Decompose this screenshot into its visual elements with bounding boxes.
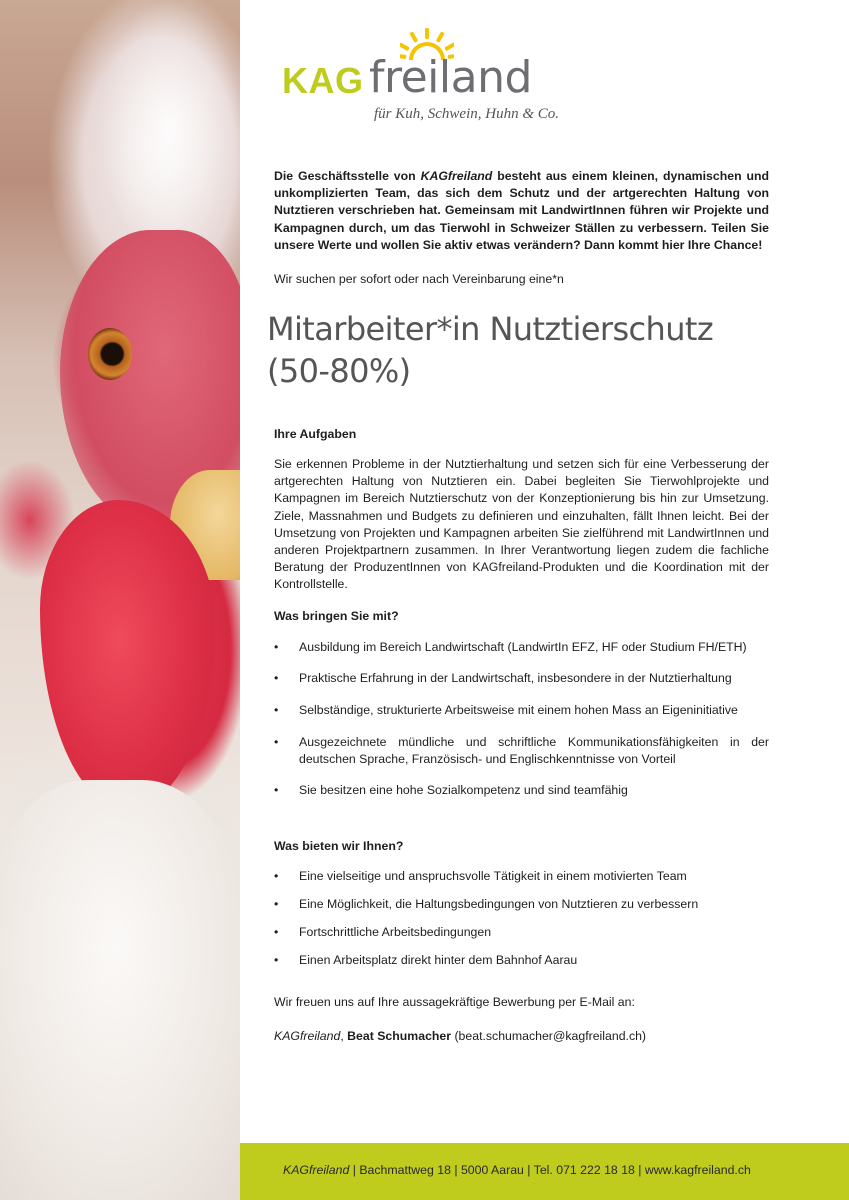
list-item-text: Einen Arbeitsplatz direkt hinter dem Bahnhof Aarau: [299, 953, 578, 967]
list-item-text: Ausgezeichnete mündliche und schriftliche Kommunikationsfähigkeiten in der deutschen Sprache, Französisch- und Englischkenntnisse von Vorteil: [299, 735, 769, 767]
intro-text-start: Die Geschäftsstelle von: [274, 169, 421, 183]
logo-tagline: für Kuh, Schwein, Huhn & Co.: [374, 106, 560, 122]
contact-line: [274, 1028, 769, 1045]
job-title-line2: (50-80%): [267, 352, 411, 390]
bullet: •: [274, 925, 279, 939]
intro-brand: KAGfreiland: [420, 169, 493, 183]
list-item-text: Selbständige, strukturierte Arbeitsweise mit einem hohen Mass an Eigeninitiative: [299, 703, 738, 717]
tasks-paragraph: Sie erkennen Probleme in der Nutztierhaltung und setzen sich für eine Verbesserung der artgerechten Haltung von Nutztieren ein. Dabei begleiten Sie Tierwohlprojekte und Kampagnen im Bereich Nutztierschutz von der Konzeptionierung bis hin zur Umsetzung. Ziele, Massnahmen und Budgets zu definieren und einzuhalten, fällt Ihnen leicht. Bei der Umsetzung von Projekten und Kampagnen arbeiten Sie zielführend mit LandwirtInnen und anderen Projektpartnern zusammen. In Ihrer Verantwortung liegen zudem die fachliche Beratung der ProduzentInnen von KAGfreiland-Produkten und die Koordination mit der Kontrollstelle.: [274, 457, 769, 592]
logo-kag: KAG: [282, 60, 364, 101]
job-title-line1: Mitarbeiter*in Nutztierschutz: [267, 310, 714, 348]
photo-chest: [0, 780, 240, 1200]
offer-heading: Was bieten wir Ihnen?: [274, 839, 404, 853]
bullet: •: [274, 783, 279, 797]
intro-paragraph: [274, 168, 769, 254]
intro-text-end: besteht aus einem kleinen, dynamischen und unkomplizierten Team, das sich dem Schutz und der artgerechten Haltung von Nutztieren verschrieben hat. Gemeinsam mit LandwirtInnen führen wir Projekte und Kampagnen durch, um das Tierwohl in Schweizer Ställen zu verbessern. Teilen Sie unsere Werte und wollen Sie aktiv etwas verändern? Dann kommt hier Ihre Chance!: [274, 169, 769, 252]
photo-wattle: [40, 500, 215, 810]
photo-eye: [88, 328, 132, 380]
logo-freiland: freiland: [369, 52, 532, 103]
bullet: •: [274, 953, 279, 967]
kagfreiland-logo: [282, 30, 582, 130]
bullet: •: [274, 671, 279, 685]
requirements-heading: Was bringen Sie mit?: [274, 609, 399, 623]
list-item-text: Praktische Erfahrung in der Landwirtschaft, insbesondere in der Nutztierhaltung: [299, 671, 732, 685]
list-item-text: Eine vielseitige und anspruchsvolle Tätigkeit in einem motivierten Team: [299, 869, 687, 883]
footer-address[interactable]: | Bachmattweg 18 | 5000 Aarau | Tel. 071 222 18 18 | www.kagfreiland.ch: [349, 1163, 751, 1177]
bullet: •: [274, 897, 279, 911]
contact-brand: KAGfreiland: [274, 1029, 341, 1043]
contact-email[interactable]: (beat.schumacher@kagfreiland.ch): [451, 1029, 647, 1043]
bullet: •: [274, 869, 279, 883]
list-item-text: Fortschrittliche Arbeitsbedingungen: [299, 925, 492, 939]
footer-brand: KAGfreiland: [283, 1163, 350, 1177]
seek-line: Wir suchen per sofort oder nach Vereinbarung eine*n: [274, 272, 564, 286]
list-item-text: Ausbildung im Bereich Landwirtschaft (LandwirtIn EFZ, HF oder Studium FH/ETH): [299, 640, 747, 654]
tasks-heading: Ihre Aufgaben: [274, 427, 357, 441]
contact-name: Beat Schumacher: [347, 1029, 452, 1043]
bullet: •: [274, 640, 279, 654]
chicken-photo: [0, 0, 240, 1200]
list-item-text: Eine Möglichkeit, die Haltungsbedingungen von Nutztieren zu verbessern: [299, 897, 699, 911]
list-item-text: Sie besitzen eine hohe Sozialkompetenz und sind teamfähig: [299, 783, 628, 797]
job-title: [267, 308, 787, 392]
footer-bar: [240, 1143, 849, 1200]
footer-text: [283, 1163, 751, 1177]
bullet: •: [274, 703, 279, 717]
bullet: •: [274, 735, 279, 749]
apply-line: Wir freuen uns auf Ihre aussagekräftige Bewerbung per E-Mail an:: [274, 995, 635, 1009]
contact-separator: ,: [340, 1029, 348, 1043]
